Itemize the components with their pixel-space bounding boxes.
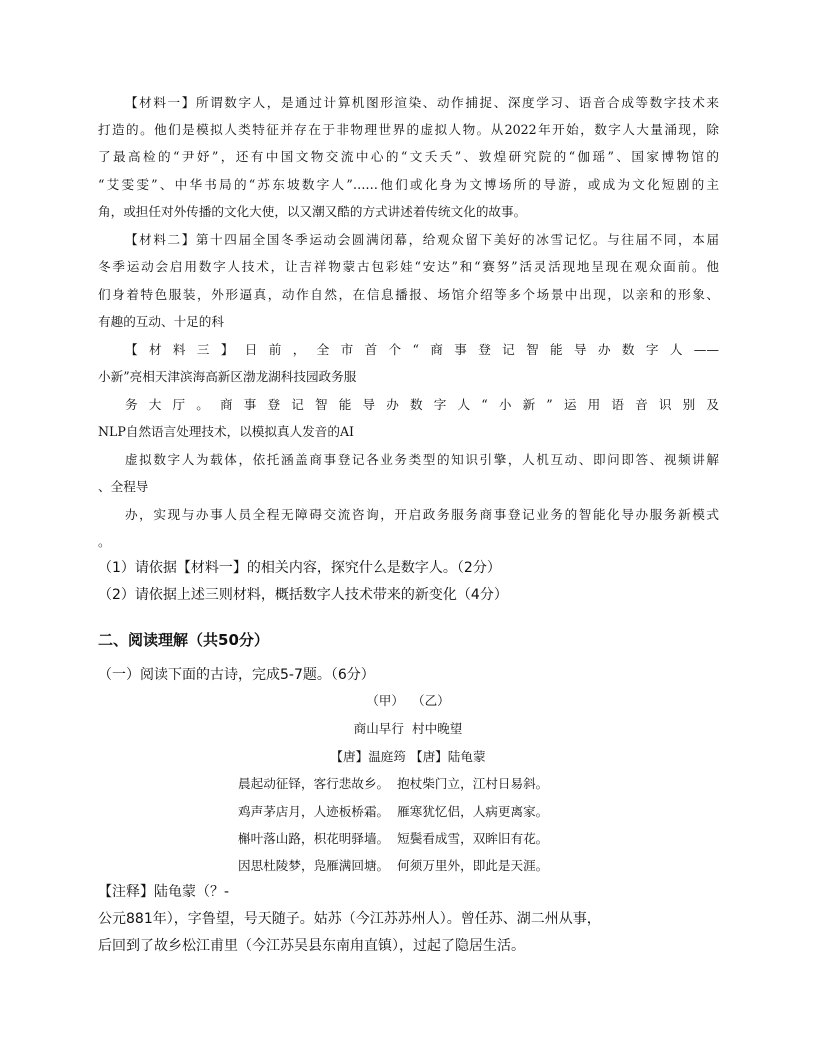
annotation-line: 公元881年），字鲁望，号天随子。姑苏（今江苏苏州人）。曾任苏、湖二州从事， [98,911,601,927]
material-3-line: 。 [98,534,111,549]
material-1-line: “艾雯雯”、中华书局的“苏东坡数字人”……他们或化身为文博场所的导游，或成为文化短剧的主 [98,177,719,192]
material-3-line: 、全程导 [98,479,149,494]
material-3-line: 虚拟数字人为载体，依托涵盖商事登记各业务类型的知识引擎，人机互动、即问即答、视频讲解 [125,452,719,467]
poem-line: 槲叶落山路，枳花明驿墙。 短鬓看成雪，双眸旧有花。 [238,831,549,846]
question-2: （2）请依据上述三则材料，概括数字人技术带来的新变化（4分） [98,587,508,603]
poem-line: 因思杜陵梦，凫雁满回塘。 何须万里外，即此是天涯。 [238,858,549,873]
poem-authors: 【唐】温庭筠 【唐】陆龟蒙 [330,749,486,764]
question-1: （1）请依据【材料一】的相关内容，探究什么是数字人。（2分） [98,560,501,576]
material-2-line: 们身着特色服装，外形逼真，动作自然，在信息播报、场馆介绍等多个场景中出现，以亲和的形象、 [98,287,719,302]
poem-line: 晨起动征铎，客行悲故乡。 抱杖柴门立，江村日易斜。 [238,776,549,791]
material-1-line: 【材料一】所谓数字人，是通过计算机图形渲染、动作捕捉、深度学习、语音合成等数字技术来 [125,95,719,110]
material-3-line: 务大厅。商事登记智能导办数字人“小新”运用语音识别及 [125,397,719,412]
material-3-line: 小新”亮相天津滨海高新区渤龙湖科技园政务服 [98,369,357,384]
material-3-line: 【材料三】日前，全市首个“商事登记智能导办数字人—— [125,342,719,357]
poem-line: 鸡声茅店月，人迹板桥霜。 雁寒犹忆侣，人病更离家。 [238,804,549,819]
material-2-line: 【材料二】第十四届全国冬季运动会圆满闭幕，给观众留下美好的冰雪记忆。与往届不同，本届 [125,232,719,247]
material-2-line: 有趣的互动、十足的科 [98,314,224,329]
poem-labels: （甲） （乙） [366,693,450,708]
annotation-line: 【注释】陆龟蒙（？- [98,884,230,900]
material-3-line: 办，实现与办事人员全程无障碍交流咨询，开启政务服务商事登记业务的智能化导办服务新模式 [125,507,719,522]
material-1-line: 角，或担任对外传播的文化大使，以又潮又酷的方式讲述着传统文化的故事。 [98,204,527,219]
poem-titles: 商山早行 村中晚望 [353,721,463,736]
material-3-line: NLP自然语言处理技术，以模拟真人发音的AI [98,424,355,439]
section-title: 二、阅读理解（共50分） [98,631,269,649]
material-2-line: 冬季运动会启用数字人技术，让吉祥物蒙古包彩娃“安达”和“赛努”活灵活现地呈现在观众面前。他 [98,259,719,274]
annotation-line: 后回到了故乡松江甫里（今江苏吴县东南甪直镇），过起了隐居生活。 [98,938,525,954]
material-1-line: 打造的。他们是模拟人类特征并存在于非物理世界的虚拟人物。从2022年开始，数字人大量涌现，除 [98,122,719,137]
section-subtitle: （一）阅读下面的古诗，完成5-7题。（6分） [98,667,375,683]
material-1-line: 了最高检的“尹妤”，还有中国文物交流中心的“文夭夭”、敦煌研究院的“伽瑶”、国家博物馆的 [98,149,719,164]
